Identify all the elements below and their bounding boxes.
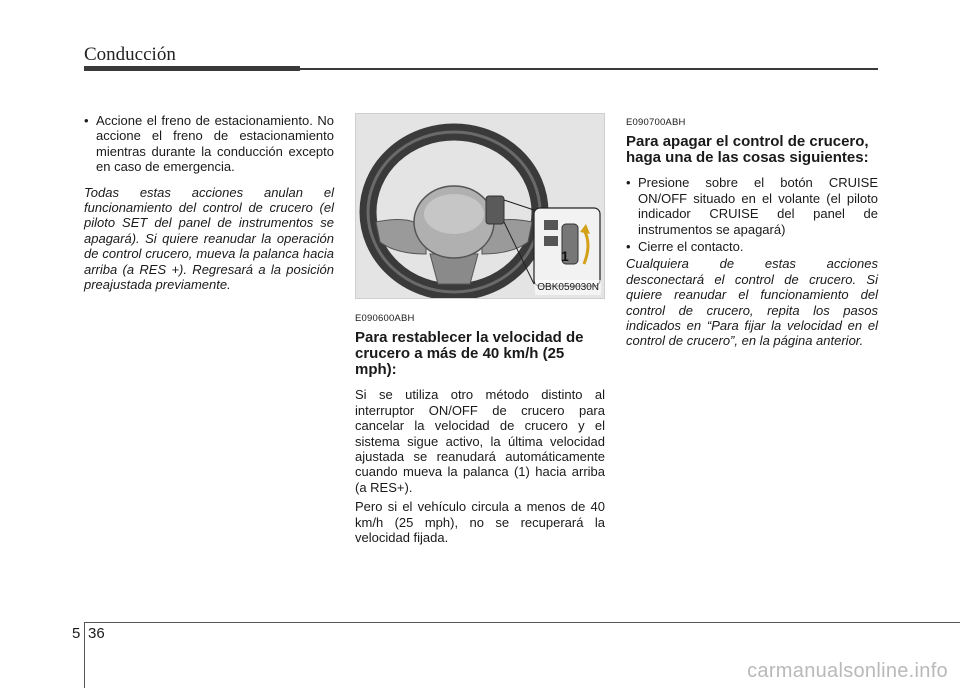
footer-rule-vertical bbox=[84, 622, 85, 688]
bullet-item bbox=[626, 239, 878, 254]
column-left bbox=[84, 113, 334, 292]
header-rule-thick bbox=[84, 66, 300, 71]
callout-number: 1 bbox=[561, 248, 569, 264]
bullet-icon: • bbox=[626, 239, 631, 255]
column-middle bbox=[355, 113, 605, 549]
watermark: carmanualsonline.info bbox=[747, 660, 948, 682]
italic-note: Todas estas acciones anulan el funcionamiento del control de crucero (el piloto SET del panel de instrumentos se apagará). Si quiere reanudar la operación de control crucero, mueva la palanca hacia arriba (a RES +). Regresará a la posición preajustada previamente. bbox=[84, 184, 334, 293]
section-heading: Para apagar el control de crucero, haga una de las cosas siguientes: bbox=[626, 133, 869, 167]
bullet-item bbox=[626, 175, 878, 237]
bullet-item bbox=[84, 113, 334, 175]
bullet-icon: • bbox=[84, 113, 89, 128]
page-number: 36 bbox=[88, 625, 105, 642]
page-header-title: Conducción bbox=[84, 44, 176, 65]
paragraph: Pero si el vehículo circula a menos de 40 km/h (25 mph), no se recuperará la velocidad fijada. bbox=[355, 499, 605, 546]
paragraph: Si se utiliza otro método distinto al interruptor ON/OFF de crucero para cancelar la velocidad de crucero y el sistema sigue activo, la última velocidad ajustada se reanudará automáticamente cuando mueva la palanca (1) hacia arriba (a RES+). bbox=[355, 387, 605, 495]
header-rule-thin bbox=[300, 68, 878, 70]
bullet-icon: • bbox=[626, 175, 631, 191]
bullet-text: Presione sobre el botón CRUISE ON/OFF situado en el volante (el piloto indicador CRUISE del panel de instrumentos se apagará) bbox=[638, 175, 878, 237]
bullet-text: Cierre el contacto. bbox=[638, 239, 744, 255]
column-right bbox=[626, 113, 878, 349]
section-code: E090700ABH bbox=[626, 117, 686, 128]
figure-caption: OBK059030N bbox=[535, 280, 601, 295]
steering-wheel-illustration bbox=[356, 114, 604, 298]
section-code: E090600ABH bbox=[355, 313, 415, 324]
footer-rule-horizontal bbox=[84, 622, 960, 623]
chapter-number: 5 bbox=[72, 625, 81, 642]
section-heading: Para restablecer la velocidad de crucero a más de 40 km/h (25 mph): bbox=[355, 329, 584, 379]
italic-note: Cualquiera de estas acciones desconectará el control de crucero. Si quiere reanudar el funcionamiento del control de crucero, repita los pasos indicados en “Para fijar la velocidad en el control de crucero”, en la página anterior. bbox=[626, 256, 878, 349]
bullet-text: Accione el freno de estacionamiento. No accione el freno de estacionamiento mientras durante la conducción excepto en caso de emergencia. bbox=[96, 113, 334, 175]
steering-wheel-figure bbox=[355, 113, 605, 299]
